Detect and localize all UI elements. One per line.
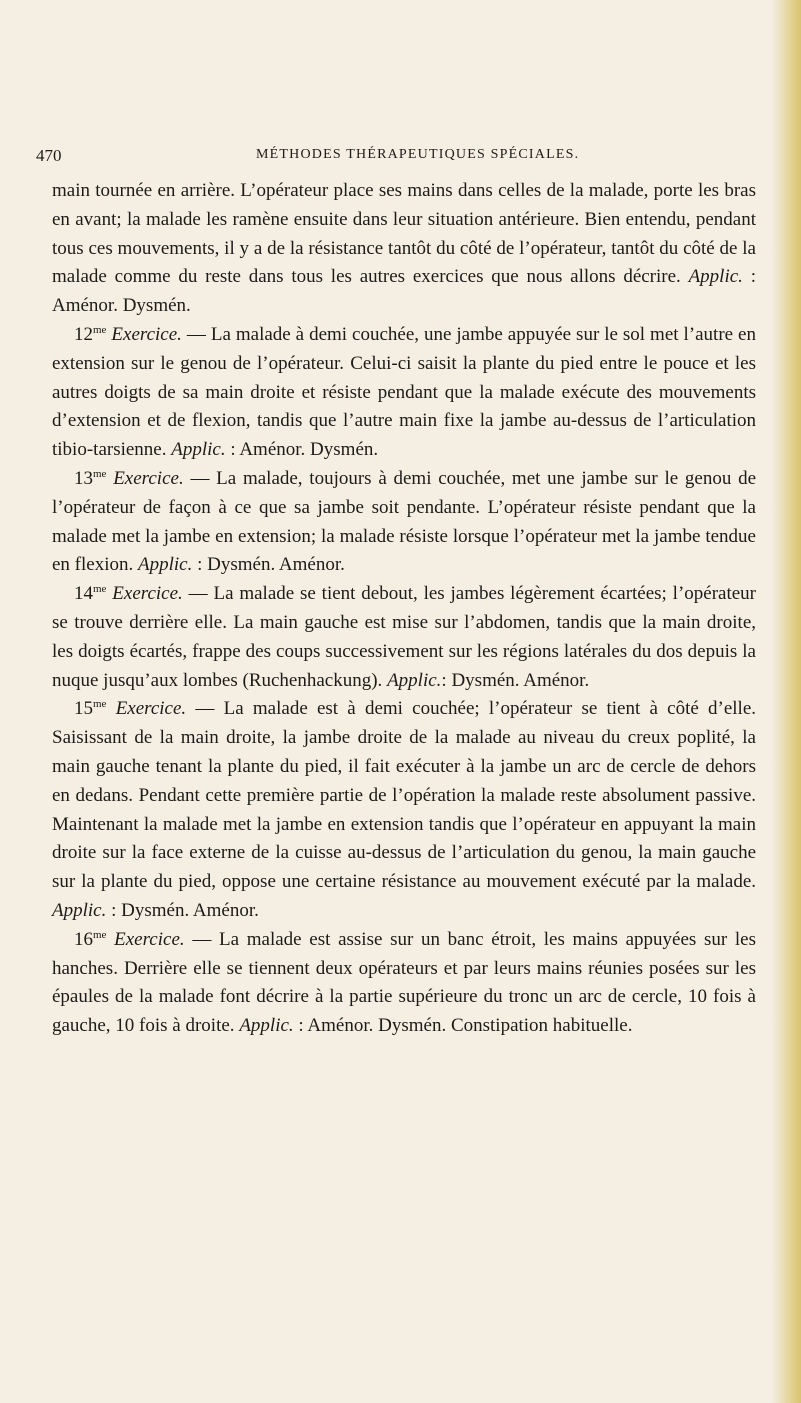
- paragraph-text: — La malade est assise sur un banc étroit, les mains appuyées sur les hanches. Derrière elle se tiennent deux opérateurs et par leurs mains réunies posées sur les épaules de la malade font décrire à la partie supérieure du tronc un arc de cercle, 10 fois à gauche, 10 fois à droite.: [52, 928, 756, 1037]
- exercise-heading: Exercice.: [112, 583, 183, 605]
- exercise-heading: Exercice.: [115, 698, 187, 720]
- exercise-number: 14: [74, 583, 93, 605]
- ordinal-suffix: me: [93, 583, 107, 596]
- exercise-heading: Exercice.: [111, 323, 182, 345]
- page-edge: [771, 0, 801, 1403]
- page-header: [36, 146, 752, 170]
- paragraph-text: — La malade se tient debout, les jambes légèrement écartées; l’opérateur se trouve derrière elle. La main gauche est mise sur l’abdomen, tandis que la main droite, les doigts écartés, frappe des coups successivement sur les régions latérales du dos depuis la nuque jusqu’aux lombes (Ruchenhackung).: [52, 583, 757, 691]
- applic-label: Applic.: [171, 439, 226, 461]
- applic-text: : Aménor. Dysmén.: [225, 439, 379, 461]
- paragraph-text: main tournée en arrière. L’opérateur place ses mains dans celles de la malade, porte les bras en avant; la malade les ramène ensuite dans leur situation antérieure. Bien entendu, pendant tous ces mouvements, il y a de la résistance tantôt du côté de l’opérateur, tantôt du côté de la malade comme du reste dans tous les autres exercices que nous allons décrire.: [52, 180, 756, 288]
- exercise-12: [52, 321, 756, 465]
- exercise-number: 12: [74, 323, 93, 345]
- exercise-15: [52, 695, 756, 925]
- applic-label: Applic.: [239, 1015, 294, 1037]
- exercise-14: [52, 580, 756, 695]
- ordinal-suffix: me: [93, 928, 107, 941]
- ordinal-suffix: me: [93, 698, 107, 711]
- running-head: MÉTHODES THÉRAPEUTIQUES SPÉCIALES.: [256, 147, 580, 162]
- exercise-number: 15: [74, 698, 93, 720]
- exercise-number: 16: [74, 928, 93, 950]
- applic-label: Applic.: [387, 669, 442, 691]
- exercise-13: [52, 465, 756, 580]
- paragraph-continuation: [52, 177, 756, 321]
- applic-text: : Aménor. Dysmén.: [52, 266, 756, 317]
- ordinal-suffix: me: [93, 323, 107, 336]
- exercise-heading: Exercice.: [113, 467, 184, 489]
- applic-label: Applic.: [52, 899, 107, 921]
- applic-text: : Dysmén. Aménor.: [441, 669, 590, 691]
- paragraph-text: — La malade à demi couchée, une jambe appuyée sur le sol met l’autre en extension sur le genou de l’opérateur. Celui-ci saisit la plante du pied entre le pouce et les autres doigts de sa main droite et résiste pendant que la malade exécute des mouvements d’extension et de flexion, tandis que l’autre main fixe la jambe au-dessus de l’articulation tibio-tarsienne.: [52, 323, 756, 461]
- paragraph-text: — La malade est à demi couchée; l’opérateur se tient à côté d’elle. Saisissant de la main droite, la jambe droite de la malade au niveau du creux poplité, la main gauche tenant la plante du pied, il fait exécuter à la jambe un arc de cercle de dehors en dedans. Pendant cette première partie de l’opération la malade reste absolument passive. Maintenant la malade met la jambe en extension tandis que l’opérateur en appuyant la main droite sur la face externe de la cuisse au-dessus de l’articulation du genou, la main gauche sur la plante du pied, oppose une certaine résistance au mouvement exécuté par la malade.: [52, 698, 757, 893]
- applic-label: Applic.: [138, 554, 193, 576]
- exercise-number: 13: [74, 467, 93, 489]
- applic-text: : Dysmén. Aménor.: [192, 554, 345, 576]
- exercise-16: [52, 926, 756, 1041]
- exercise-heading: Exercice.: [114, 928, 185, 950]
- applic-text: : Dysmén. Aménor.: [106, 899, 259, 921]
- paragraph-text: — La malade, toujours à demi couchée, met une jambe sur le genou de l’opérateur de façon à ce que sa jambe soit pendante. L’opérateur résiste pendant que la malade met la jambe en extension; la malade résiste lorsque l’opérateur met la jambe tendue en flexion.: [52, 467, 757, 576]
- applic-text: : Aménor. Dysmén. Constipation habituelle.: [293, 1015, 633, 1037]
- body-text: [52, 177, 756, 1041]
- applic-label: Applic.: [688, 266, 743, 288]
- page-number: 470: [36, 146, 62, 165]
- ordinal-suffix: me: [93, 467, 107, 480]
